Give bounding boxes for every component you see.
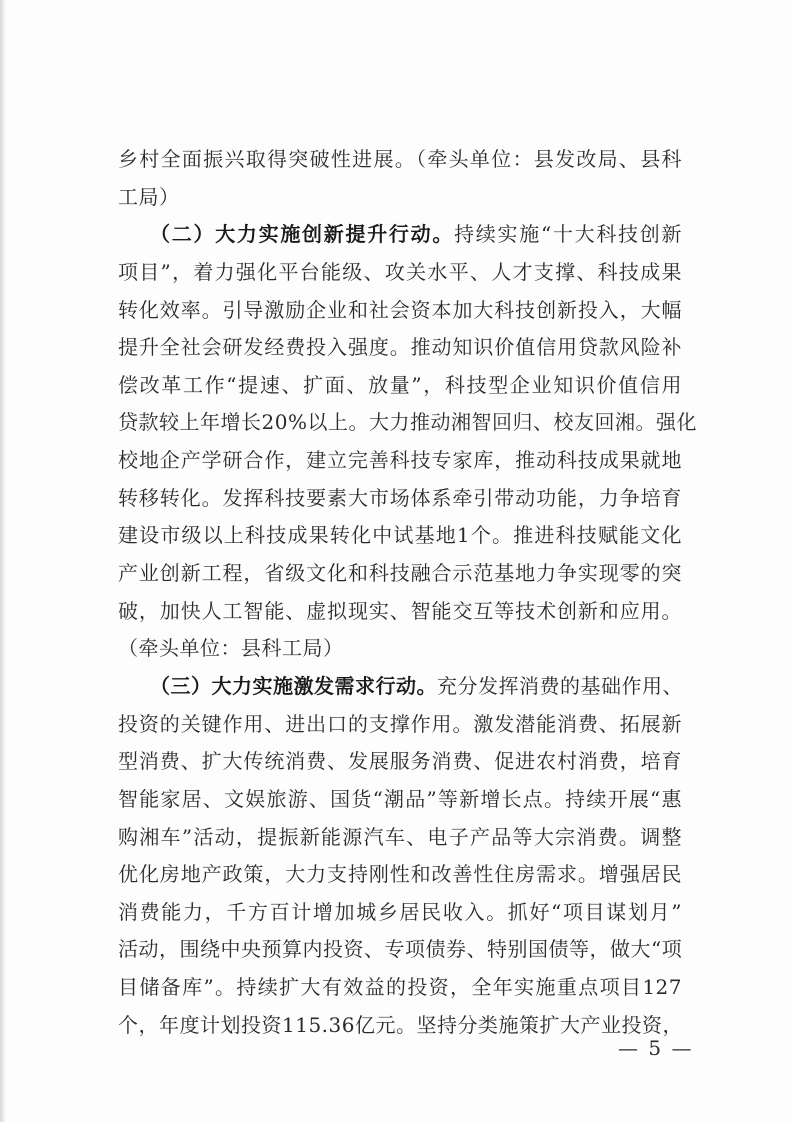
line-text: 消费能力，千方百计增加城乡居民收入。抓好“项目谋划月” xyxy=(118,899,682,924)
text-line xyxy=(118,179,682,217)
line-text: 活动，围绕中央预算内投资、专项债券、特别国债等，做大“项 xyxy=(118,937,683,962)
line-text: 乡村全面振兴取得突破性进展。（牵头单位：县发改局、县科 xyxy=(118,147,682,171)
line-text: 智能家居、文娱旅游、国货“潮品”等新增长点。持续开展“惠 xyxy=(118,786,682,811)
text-line xyxy=(118,856,682,894)
line-text: 提升全社会研发经费投入强度。推动知识价值信用贷款风险补 xyxy=(118,335,682,360)
line-text: 产业创新工程，省级文化和科技融合示范基地力争实现零的突 xyxy=(118,561,682,586)
line-text: 偿改革工作“提速、扩面、放量”，科技型企业知识价值信用 xyxy=(118,372,682,397)
text-line xyxy=(118,743,682,781)
line-text: 个，年度计划投资115.36亿元。坚持分类施策扩大产业投资， xyxy=(118,1012,683,1037)
text-line xyxy=(118,668,682,706)
text-line xyxy=(118,593,682,631)
text-line xyxy=(118,706,682,744)
text-line xyxy=(118,442,682,480)
line-text: 优化房地产政策，大力支持刚性和改善性住房需求。增强居民 xyxy=(118,862,682,887)
line-text: 破，加快人工智能、虚拟现实、智能交互等技术创新和应用。 xyxy=(118,598,682,623)
text-line xyxy=(118,1007,682,1045)
line-text: 充分发挥消费的基础作用、 xyxy=(437,673,683,698)
line-text: 校地企产学研合作，建立完善科技专家库，推动科技成果就地 xyxy=(118,448,682,473)
line-text: 贷款较上年增长20%以上。大力推动湘智回归、校友回湘。强化 xyxy=(118,410,697,435)
section-heading: （三）大力实施激发需求行动。 xyxy=(150,673,437,698)
line-text: 购湘车”活动，提振新能源汽车、电子产品等大宗消费。调整 xyxy=(118,824,682,849)
line-text: 工局） xyxy=(118,184,180,209)
text-line xyxy=(118,819,682,857)
text-line xyxy=(118,254,682,292)
text-line xyxy=(118,894,682,932)
line-text: 目储备库”。持续扩大有效益的投资，全年实施重点项目127 xyxy=(118,975,682,1000)
text-line xyxy=(118,141,682,179)
line-text: 投资的关键作用、进出口的支撑作用。激发潜能消费、拓展新 xyxy=(118,711,682,736)
text-line xyxy=(118,630,682,668)
text-line xyxy=(118,969,682,1007)
line-text: 转移转化。发挥科技要素大市场体系牵引带动功能，力争培育 xyxy=(118,485,682,510)
line-text: 项目”，着力强化平台能级、攻关水平、人才支撑、科技成果 xyxy=(118,259,682,284)
text-line xyxy=(118,555,682,593)
text-line xyxy=(118,329,682,367)
text-line xyxy=(118,292,682,330)
text-line xyxy=(118,480,682,518)
text-line xyxy=(118,517,682,555)
line-text: 转化效率。引导激励企业和社会资本加大科技创新投入，大幅 xyxy=(118,297,682,322)
text-line xyxy=(118,781,682,819)
section-heading: （二）大力实施创新提升行动。 xyxy=(150,222,455,247)
line-text: （牵头单位：县科工局） xyxy=(118,636,344,661)
line-text: 建设市级以上科技成果转化中试基地1个。推进科技赋能文化 xyxy=(118,523,682,548)
line-text: 型消费、扩大传统消费、发展服务消费、促进农村消费，培育 xyxy=(118,749,682,774)
page-number: — 5 — xyxy=(618,1036,694,1060)
scan-edge-shadow xyxy=(0,0,6,1122)
text-line xyxy=(118,367,682,405)
text-line xyxy=(118,404,697,442)
text-line xyxy=(118,931,682,969)
line-text: 持续实施“十大科技创新 xyxy=(454,222,682,247)
text-line xyxy=(118,216,682,254)
document-body xyxy=(118,141,697,1044)
